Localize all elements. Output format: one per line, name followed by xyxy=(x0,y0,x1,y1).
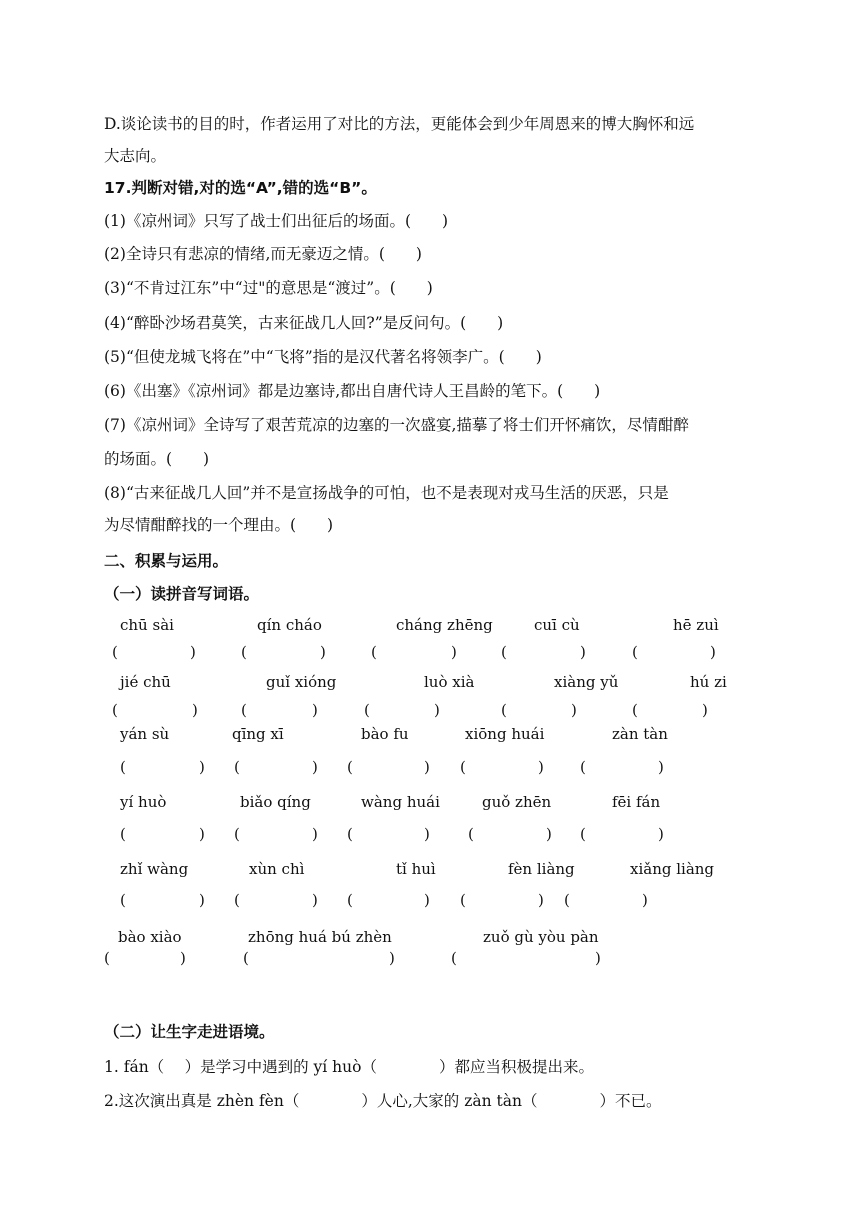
answer-blank-open[interactable]: ( xyxy=(234,825,240,843)
q17-item-8-line1: (8)“古来征战几人回”并不是宣扬战争的可怕，也不是表现对戎马生活的厌恶，只是 xyxy=(104,484,669,502)
pinyin-label: jié chū xyxy=(120,673,171,691)
answer-blank-close: ) xyxy=(320,643,326,661)
q17-item-6: (6)《出塞》《凉州词》都是边塞诗,都出自唐代诗人王昌龄的笔下。( ) xyxy=(104,382,601,400)
q17-item-5: (5)“但使龙城飞将在”中“飞将”指的是汉代著名将领李广。( ) xyxy=(104,348,542,366)
answer-blank-close: ) xyxy=(580,643,586,661)
answer-blank-close: ) xyxy=(642,891,648,909)
answer-blank-close: ) xyxy=(389,949,395,967)
answer-row-3 xyxy=(0,757,860,777)
answer-blank-close: ) xyxy=(546,825,552,843)
answer-blank-close: ) xyxy=(571,701,577,719)
pinyin-label: qín cháo xyxy=(257,616,322,634)
pinyin-label: xiàng yǔ xyxy=(554,673,619,691)
answer-blank-close: ) xyxy=(434,701,440,719)
answer-blank-open[interactable]: ( xyxy=(112,701,118,719)
answer-blank-open[interactable]: ( xyxy=(580,758,586,776)
answer-blank-open[interactable]: ( xyxy=(234,758,240,776)
answer-blank-close: ) xyxy=(199,758,205,776)
q17-item-1: (1)《凉州词》只写了战士们出征后的场面。( ) xyxy=(104,212,449,230)
pinyin-label: luò xià xyxy=(424,673,475,691)
answer-blank-open[interactable]: ( xyxy=(120,758,126,776)
context-section-heading: （二）让生字走进语境。 xyxy=(104,1023,275,1041)
answer-blank-open[interactable]: ( xyxy=(580,825,586,843)
pinyin-label: zhǐ wàng xyxy=(120,860,189,878)
answer-blank-open[interactable]: ( xyxy=(451,949,457,967)
answer-blank-close: ) xyxy=(658,825,664,843)
answer-blank-close: ) xyxy=(199,891,205,909)
answer-blank-close: ) xyxy=(538,891,544,909)
answer-blank-close: ) xyxy=(702,701,708,719)
answer-blank-close: ) xyxy=(424,825,430,843)
answer-blank-close: ) xyxy=(538,758,544,776)
answer-blank-close: ) xyxy=(451,643,457,661)
answer-blank-close: ) xyxy=(710,643,716,661)
pinyin-row-1 xyxy=(0,615,860,635)
pinyin-row-5 xyxy=(0,859,860,879)
answer-blank-close: ) xyxy=(658,758,664,776)
answer-blank-close: ) xyxy=(312,825,318,843)
answer-blank-open[interactable]: ( xyxy=(112,643,118,661)
pinyin-label: xiǎng liàng xyxy=(630,860,715,878)
answer-blank-open[interactable]: ( xyxy=(243,949,249,967)
answer-blank-close: ) xyxy=(424,891,430,909)
pinyin-label: guǒ zhēn xyxy=(482,793,552,811)
answer-blank-close: ) xyxy=(180,949,186,967)
q17-heading: 17.判断对错,对的选“A”,错的选“B”。 xyxy=(104,179,377,197)
answer-blank-open[interactable]: ( xyxy=(460,891,466,909)
answer-blank-open[interactable]: ( xyxy=(564,891,570,909)
pinyin-label: fèn liàng xyxy=(508,860,575,878)
answer-blank-open[interactable]: ( xyxy=(234,891,240,909)
answer-blank-open[interactable]: ( xyxy=(632,643,638,661)
pinyin-label: bào fu xyxy=(361,725,409,743)
pinyin-section-heading: （一）读拼音写词语。 xyxy=(104,585,260,603)
q16-option-d-line1: D.谈论读书的目的时，作者运用了对比的方法，更能体会到少年周恩来的博大胸怀和远 xyxy=(104,115,695,133)
answer-blank-close: ) xyxy=(312,891,318,909)
answer-blank-open[interactable]: ( xyxy=(241,701,247,719)
pinyin-label: hē zuì xyxy=(673,616,719,634)
pinyin-label: yán sù xyxy=(120,725,170,743)
pinyin-label: chū sài xyxy=(120,616,174,634)
pinyin-label: bào xiào xyxy=(118,928,182,946)
pinyin-label: zuǒ gù yòu pàn xyxy=(483,928,599,946)
pinyin-label: cuī cù xyxy=(534,616,580,634)
pinyin-label: tǐ huì xyxy=(396,860,436,878)
answer-blank-open[interactable]: ( xyxy=(347,758,353,776)
q17-item-3: (3)“不肯过江东”中“过"的意思是“渡过”。( ) xyxy=(104,279,433,297)
answer-row-2 xyxy=(0,700,860,720)
answer-blank-open[interactable]: ( xyxy=(460,758,466,776)
answer-blank-close: ) xyxy=(192,701,198,719)
pinyin-label: fēi fán xyxy=(612,793,661,811)
pinyin-row-4 xyxy=(0,792,860,812)
q17-item-4: (4)“醉卧沙场君莫笑，古来征战几人回?”是反问句。( ) xyxy=(104,314,504,332)
answer-blank-open[interactable]: ( xyxy=(104,949,110,967)
pinyin-row-2 xyxy=(0,672,860,692)
pinyin-row-3 xyxy=(0,724,860,744)
answer-blank-close: ) xyxy=(595,949,601,967)
answer-blank-open[interactable]: ( xyxy=(347,891,353,909)
answer-blank-open[interactable]: ( xyxy=(632,701,638,719)
answer-blank-open[interactable]: ( xyxy=(501,643,507,661)
answer-blank-close: ) xyxy=(199,825,205,843)
answer-blank-open[interactable]: ( xyxy=(120,825,126,843)
pinyin-row-6 xyxy=(0,927,860,947)
answer-blank-close: ) xyxy=(312,701,318,719)
pinyin-label: zhōng huá bú zhèn xyxy=(248,928,392,946)
pinyin-label: cháng zhēng xyxy=(396,616,493,634)
pinyin-label: yí huò xyxy=(120,793,167,811)
answer-blank-open[interactable]: ( xyxy=(371,643,377,661)
answer-blank-close: ) xyxy=(312,758,318,776)
answer-blank-open[interactable]: ( xyxy=(120,891,126,909)
answer-blank-open[interactable]: ( xyxy=(501,701,507,719)
pinyin-label: xiōng huái xyxy=(465,725,545,743)
answer-row-6 xyxy=(0,948,860,968)
answer-blank-open[interactable]: ( xyxy=(364,701,370,719)
answer-row-5 xyxy=(0,890,860,910)
pinyin-label: guǐ xióng xyxy=(266,673,337,691)
answer-blank-open[interactable]: ( xyxy=(241,643,247,661)
pinyin-label: wàng huái xyxy=(361,793,440,811)
pinyin-label: biǎo qíng xyxy=(240,793,311,811)
context-item-1: 1. fán（ ）是学习中遇到的 yí huò（ ）都应当积极提出来。 xyxy=(104,1058,594,1076)
q17-item-7-line2: 的场面。( ) xyxy=(104,450,210,468)
q16-option-d-line2: 大志向。 xyxy=(104,147,167,165)
q17-item-2: (2)全诗只有悲凉的情绪,而无豪迈之情。( ) xyxy=(104,245,422,263)
pinyin-label: hú zi xyxy=(690,673,727,691)
q17-item-7-line1: (7)《凉州词》全诗写了艰苦荒凉的边塞的一次盛宴,描摹了将士们开怀痛饮，尽情酣醉 xyxy=(104,416,689,434)
answer-blank-close: ) xyxy=(424,758,430,776)
pinyin-label: qīng xī xyxy=(232,725,284,743)
context-item-2: 2.这次演出真是 zhèn fèn（ ）人心,大家的 zàn tàn（ ）不已。 xyxy=(104,1092,662,1110)
answer-row-1 xyxy=(0,642,860,662)
q17-item-8-line2: 为尽情酣醉找的一个理由。( ) xyxy=(104,516,334,534)
answer-blank-close: ) xyxy=(190,643,196,661)
pinyin-label: zàn tàn xyxy=(612,725,668,743)
pinyin-label: xùn chì xyxy=(249,860,305,878)
answer-blank-open[interactable]: ( xyxy=(347,825,353,843)
section2-heading: 二、积累与运用。 xyxy=(104,552,229,570)
answer-blank-open[interactable]: ( xyxy=(468,825,474,843)
answer-row-4 xyxy=(0,824,860,844)
